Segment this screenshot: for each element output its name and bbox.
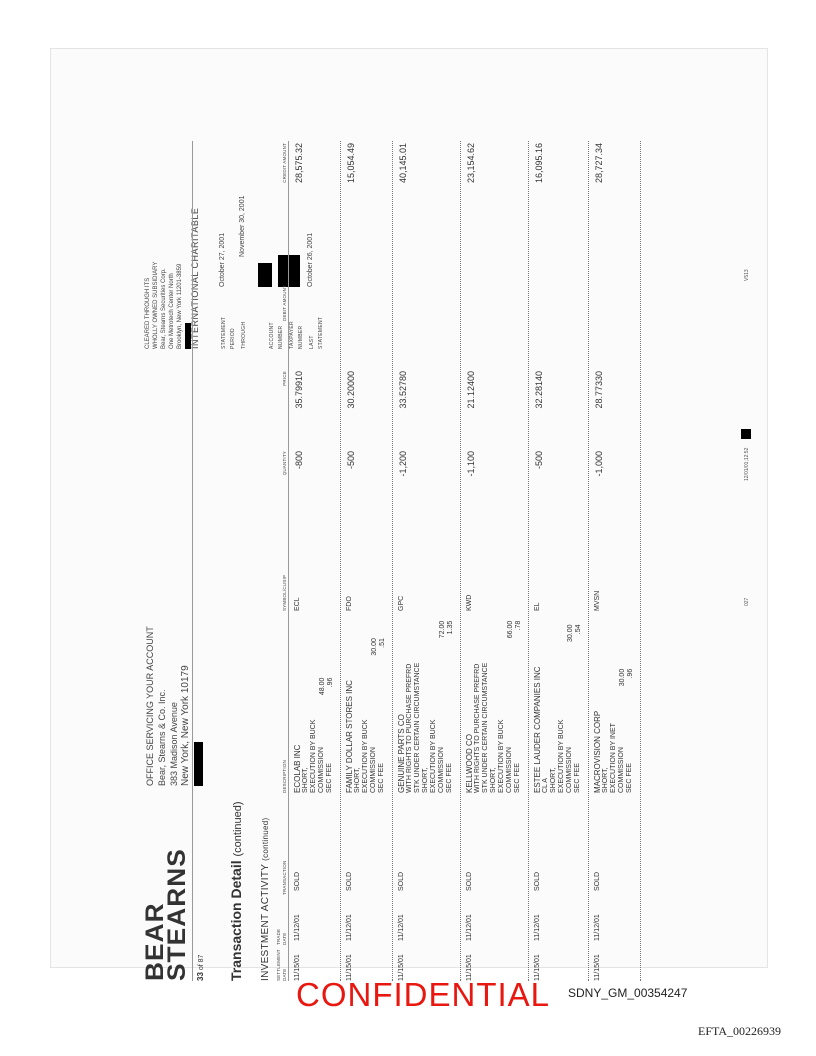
symbol: EL <box>534 602 541 611</box>
transaction-type: SOLD <box>294 871 301 891</box>
taxpayer-number-label: TAXPAYER NUMBER <box>289 321 304 349</box>
sec-fee-amount: .96 <box>327 677 334 688</box>
credit-amount: 16,095.16 <box>534 143 544 184</box>
symbol: FDO <box>346 596 353 611</box>
security-name: FAMILY DOLLAR STORES INC <box>345 680 354 793</box>
description-line: COMMISSION <box>318 747 325 793</box>
row-divider <box>588 141 589 981</box>
quantity: -1,100 <box>466 451 476 477</box>
col-price: PRICE <box>282 371 287 386</box>
footer-code-3: V513 <box>744 269 750 281</box>
description-line: SEC FEE <box>378 763 385 793</box>
description-line: SEC FEE <box>574 763 581 793</box>
security-name: KELLWOOD CO <box>465 734 474 793</box>
bear-stearns-logo: BEAR STEARNS <box>141 848 191 981</box>
description-line: EXECUTION BY BUCK <box>498 719 505 793</box>
trade-date: 11/12/01 <box>466 914 473 941</box>
redaction-block <box>194 742 203 786</box>
row-divider <box>460 141 461 981</box>
trade-date: 11/12/01 <box>294 914 301 941</box>
footer-code-1: 027 <box>744 597 750 606</box>
page-number: 33 of 87 <box>196 954 205 981</box>
description <box>593 668 634 793</box>
commission-amount: 30.00 <box>619 668 626 687</box>
row-divider <box>340 141 341 981</box>
description-line: SHORT, <box>550 767 557 793</box>
quantity: -500 <box>346 451 356 470</box>
settlement-date: 11/15/01 <box>346 954 353 981</box>
price: 21.12400 <box>466 371 476 409</box>
description-line: COMMISSION <box>506 747 513 793</box>
transaction-type: SOLD <box>466 871 473 891</box>
description-line: SHORT, <box>354 767 361 793</box>
redaction-block <box>258 263 272 287</box>
description-line: COMMISSION <box>566 747 573 793</box>
price: 35.79910 <box>294 371 304 409</box>
statement-period-end: November 30, 2001 <box>239 195 246 257</box>
col-debit: DEBIT AMOUNT <box>282 284 287 321</box>
footer-code-2: 12/01/01;12:52 <box>744 447 750 481</box>
security-name: MACROVISION CORP <box>593 710 602 793</box>
description-line: SHORT, <box>490 767 497 793</box>
description-line: EXECUTION BY INET <box>610 723 617 793</box>
credit-amount: 15,054.49 <box>346 143 356 184</box>
row-divider <box>392 141 393 981</box>
statement-sheet <box>141 141 774 981</box>
price: 30.20000 <box>346 371 356 409</box>
col-symbol: SYMBOL/CUSIP <box>282 574 287 611</box>
description-line: SHORT, <box>302 767 309 793</box>
symbol: GPC <box>398 595 405 611</box>
description <box>345 638 386 793</box>
credit-amount: 23,154.62 <box>466 143 476 184</box>
settlement-date: 11/15/01 <box>594 954 601 981</box>
col-credit: CREDIT AMOUNT <box>282 143 287 183</box>
sec-fee-amount: 1.35 <box>447 620 454 635</box>
col-quantity: QUANTITY <box>282 451 287 476</box>
security-name: ECOLAB INC <box>293 744 302 793</box>
last-statement-date: October 26, 2001 <box>307 232 314 287</box>
settlement-date: 11/15/01 <box>534 954 541 981</box>
transaction-type: SOLD <box>534 871 541 891</box>
symbol: MVSN <box>594 590 601 611</box>
description-line: STK UNDER CERTAIN CIRCUMSTANCE <box>414 662 421 793</box>
description-line: COMMISSION <box>438 747 445 793</box>
description-line: COMMISSION <box>370 747 377 793</box>
row-divider <box>640 141 641 981</box>
col-transaction: TRANSACTION <box>282 860 287 895</box>
statement-period-start: October 27, 2001 <box>219 232 226 287</box>
col-trade-date: TRADE DATE <box>276 928 287 945</box>
description-line: WITH RIGHTS TO PURCHASE PREFRD <box>474 663 481 793</box>
description <box>465 620 522 793</box>
transaction-type: SOLD <box>594 871 601 891</box>
settlement-date: 11/15/01 <box>398 954 405 981</box>
commission-amount: 30.00 <box>567 624 574 642</box>
scanned-page <box>50 48 768 981</box>
security-name: GENUINE PARTS CO <box>397 714 406 793</box>
description-line: COMMISSION <box>618 747 625 793</box>
settlement-date: 11/15/01 <box>294 954 301 981</box>
row-divider <box>528 141 529 981</box>
section-subtitle: INVESTMENT ACTIVITY (continued) <box>260 817 271 981</box>
redaction-block <box>278 255 300 287</box>
commission-amount: 30.00 <box>371 638 378 656</box>
clearing-firm-address: CLEARED THROUGH ITS WHOLLY OWNED SUBSIDIARY Bear, Stearns Securities Corp. One Metrotech Center North Brooklyn, New York 11201-3859 <box>144 262 191 349</box>
symbol: KWD <box>466 594 473 611</box>
quantity: -1,000 <box>594 451 604 477</box>
credit-amount: 28,727.34 <box>594 143 604 184</box>
description-line: SHORT, <box>602 767 609 793</box>
description-line: EXECUTION BY BUCK <box>362 719 369 793</box>
symbol: ECL <box>294 597 301 611</box>
trade-date: 11/12/01 <box>534 914 541 941</box>
description <box>533 624 582 793</box>
description <box>293 677 334 793</box>
description-line: EXECUTION BY BUCK <box>430 719 437 793</box>
through-label: THROUGH <box>241 321 247 349</box>
description <box>397 620 454 793</box>
trade-date: 11/12/01 <box>398 914 405 941</box>
security-name: ESTEE LAUDER COMPANIES INC <box>533 666 542 793</box>
transaction-type: SOLD <box>346 871 353 891</box>
description-line: EXECUTION BY BUCK <box>558 719 565 793</box>
sec-fee-amount: .51 <box>379 638 386 648</box>
price: 28.77330 <box>594 371 604 409</box>
account-name: INTERNATIONAL CHARITABLE <box>190 207 200 349</box>
trade-date: 11/12/01 <box>594 914 601 941</box>
col-settlement-date: SETTLEMENT DATE <box>276 949 287 981</box>
price: 33.52780 <box>398 371 408 409</box>
confidential-stamp: CONFIDENTIAL <box>296 976 551 1013</box>
commission-amount: 66.00 <box>507 620 514 639</box>
sec-fee-amount: .96 <box>627 668 634 679</box>
price: 32.28140 <box>534 371 544 409</box>
bates-number: SDNY_GM_00354247 <box>568 986 688 1000</box>
column-header-rule <box>288 141 289 981</box>
settlement-date: 11/15/01 <box>466 954 473 981</box>
quantity: -500 <box>534 451 544 470</box>
header-rule <box>192 141 193 981</box>
quantity: -800 <box>294 451 304 470</box>
transaction-type: SOLD <box>398 871 405 891</box>
efta-number: EFTA_00226939 <box>698 1024 782 1038</box>
account-number-label: ACCOUNT NUMBER <box>269 322 284 349</box>
description-line: CL A <box>542 778 549 793</box>
col-description: DESCRIPTION <box>282 760 287 793</box>
sec-fee-amount: .54 <box>575 624 582 635</box>
commission-amount: 48.00 <box>319 677 326 696</box>
description-line: SHORT, <box>422 767 429 793</box>
description-line: SEC FEE <box>326 763 333 793</box>
trade-date: 11/12/01 <box>346 914 353 941</box>
servicing-office-address: OFFICE SERVICING YOUR ACCOUNT Bear, Stearns & Co. Inc. 383 Madison Avenue New York, New York 10179 <box>144 626 203 786</box>
section-title: Transaction Detail (continued) <box>228 801 244 981</box>
description-line: SEC FEE <box>514 763 521 793</box>
statement-period-label: STATEMENT PERIOD <box>221 316 236 349</box>
credit-amount: 28,575.32 <box>294 143 304 184</box>
credit-amount: 40,145.01 <box>398 143 408 184</box>
quantity: -1,200 <box>398 451 408 477</box>
description-line: SEC FEE <box>446 763 453 793</box>
description-line: SEC FEE <box>626 763 633 793</box>
sec-fee-amount: .78 <box>515 620 522 631</box>
last-statement-label: LAST STATEMENT <box>309 316 324 349</box>
description-line: EXECUTION BY BUCK <box>310 719 317 793</box>
description-line: WITH RIGHTS TO PURCHASE PREFRD <box>406 663 413 793</box>
redaction-block <box>741 429 751 439</box>
commission-amount: 72.00 <box>439 620 446 639</box>
description-line: STK UNDER CERTAIN CIRCUMSTANCE <box>482 662 489 793</box>
